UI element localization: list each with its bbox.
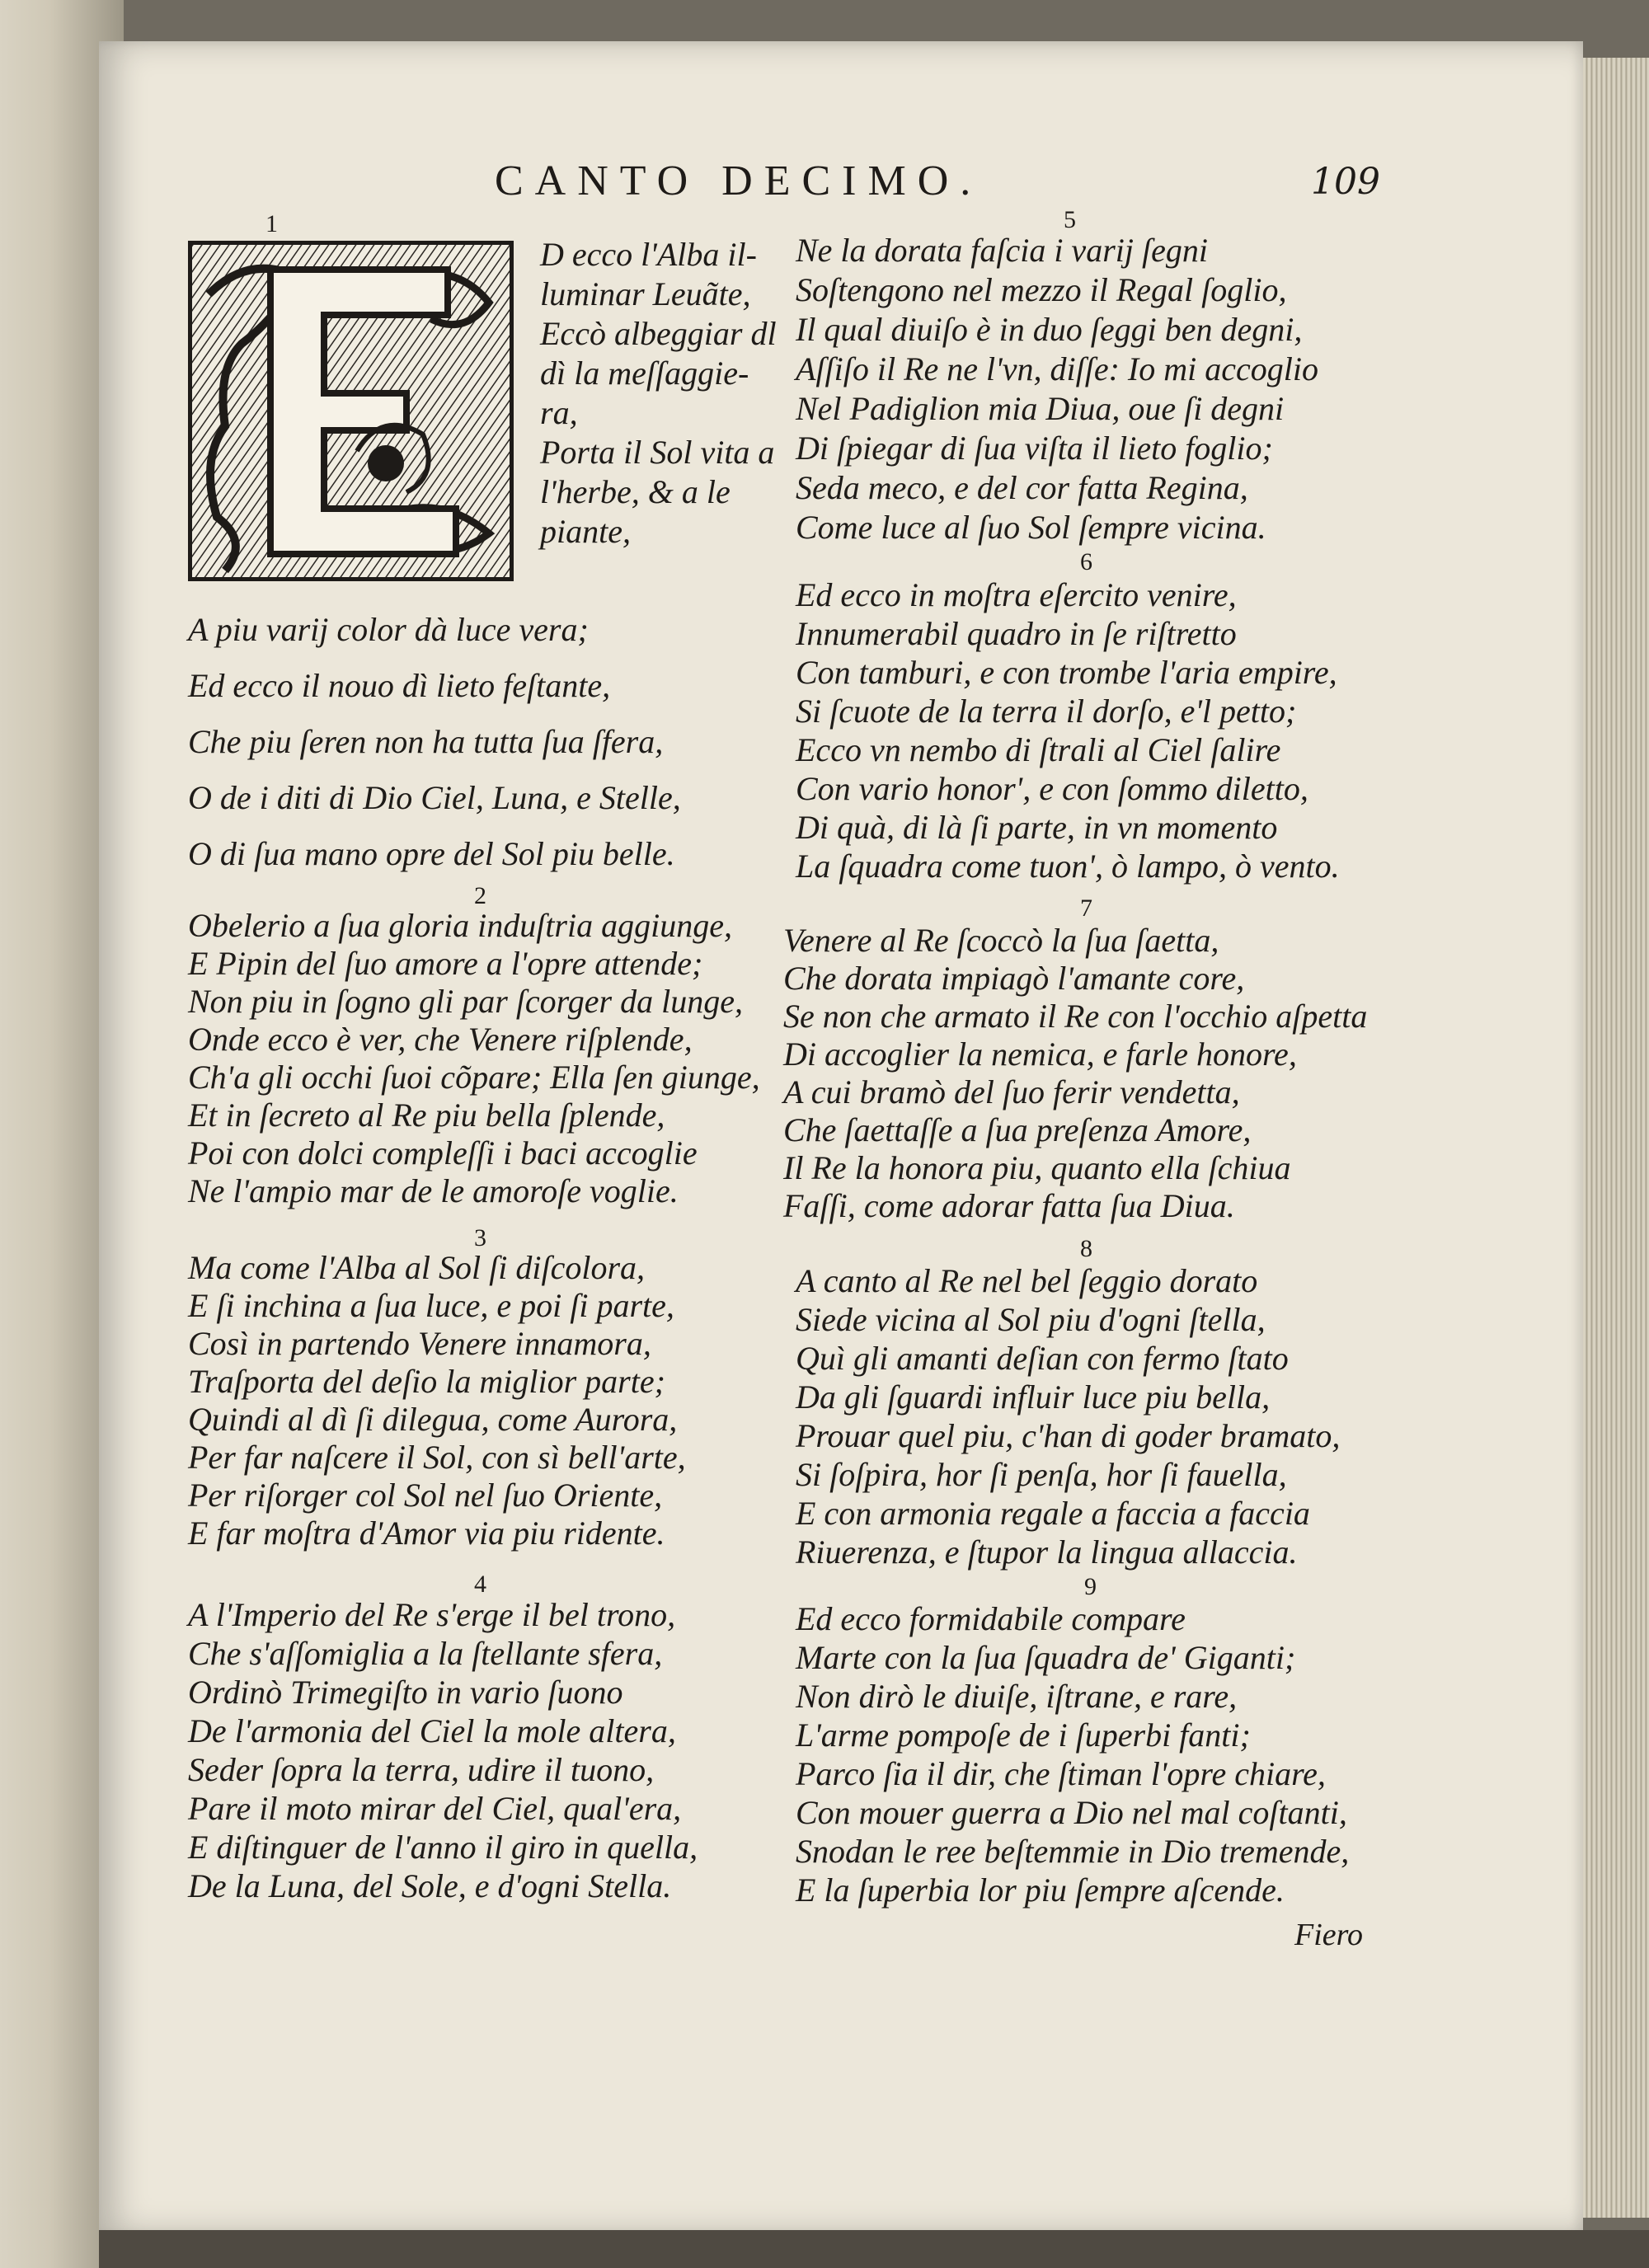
- verse-line: Nel Padiglion mia Diua, oue ſi degni: [796, 390, 1285, 427]
- verse-line: Ma come l'Alba al Sol ſi diſcolora,: [188, 1249, 646, 1286]
- page-number: 109: [1311, 161, 1380, 203]
- verse-line: E la ſuperbia lor piu ſempre aſcende.: [796, 1871, 1285, 1909]
- stanza-9-lines: [796, 1599, 1349, 1909]
- verse-line: Ch'a gli occhi ſuoi cõpare; Ella ſen giunge,: [188, 1059, 760, 1096]
- stanza-number: 8: [1080, 1235, 1092, 1262]
- stanza-number: 2: [474, 882, 486, 909]
- verse-line: Siede vicina al Sol piu d'ogni ſtella,: [796, 1301, 1266, 1338]
- page-bottom-shadow: [99, 2230, 1649, 2268]
- verse-line: Il Re la honora piu, quanto ella ſchiua: [783, 1149, 1291, 1186]
- verse-line: Traſporta del deſio la miglior parte;: [188, 1363, 665, 1400]
- verse-line: dì la meſſaggie-: [540, 355, 749, 392]
- verse-line: Obelerio a ſua gloria induſtria aggiunge,: [188, 907, 732, 944]
- verse-line: Per riſorger col Sol nel ſuo Oriente,: [188, 1477, 663, 1514]
- stanza-1-lines: [188, 602, 681, 882]
- verse-line: Soſtengono nel mezzo il Regal ſoglio,: [796, 271, 1287, 308]
- verse-line: Faſſi, come adorar fatta ſua Diua.: [783, 1187, 1235, 1224]
- stanza-8-lines: [796, 1261, 1340, 1571]
- verse-line: La ſquadra come tuon', ò lampo, ò vento.: [796, 848, 1340, 885]
- verse-line: Poi con dolci compleſſi i baci accoglie: [188, 1134, 698, 1172]
- verse-line: Da gli ſguardi influir luce piu bella,: [796, 1378, 1271, 1416]
- verse-line: Marte con la ſua ſquadra de' Giganti;: [796, 1639, 1296, 1676]
- stanza-6-lines: [796, 575, 1340, 885]
- verse-line: Et in ſecreto al Re piu bella ſplende,: [188, 1096, 665, 1134]
- verse-line: Quindi al dì ſi dilegua, come Aurora,: [188, 1401, 678, 1438]
- verse-line: A canto al Re nel bel ſeggio dorato: [796, 1262, 1258, 1299]
- verse-line: Che ſaettaſſe a ſua preſenza Amore,: [783, 1111, 1252, 1148]
- verse-line: O de i diti di Dio Ciel, Luna, e Stelle,: [188, 779, 681, 816]
- verse-line: Ecco vn nembo di ſtrali al Ciel ſalire: [796, 731, 1281, 768]
- verse-line: Innumerabil quadro in ſe riſtretto: [796, 615, 1237, 652]
- verse-line: E ſi inchina a ſua luce, e poi ſi parte,: [188, 1287, 674, 1324]
- verse-line: A cui bramò del ſuo ferir vendetta,: [783, 1073, 1240, 1111]
- verse-line: ra,: [540, 394, 578, 431]
- verse-line: Come luce al ſuo Sol ſempre vicina.: [796, 509, 1266, 546]
- verse-line: piante,: [540, 513, 631, 550]
- stanza-number: 5: [1064, 206, 1076, 233]
- stanza-4-lines: [188, 1595, 698, 1905]
- verse-line: luminar Leuãte,: [540, 275, 751, 312]
- verse-line: Se non che armato il Re con l'occhio aſpetta: [783, 998, 1368, 1035]
- verse-line: E con armonia regale a faccia a faccia: [796, 1495, 1310, 1532]
- verse-line: L'arme pompoſe de i ſuperbi fanti;: [796, 1716, 1251, 1754]
- verse-line: Prouar quel piu, c'han di goder bramato,: [796, 1417, 1341, 1454]
- verse-line: D ecco l'Alba il-: [540, 236, 757, 273]
- verse-line: Porta il Sol vita a: [540, 434, 775, 471]
- verse-line: E far moſtra d'Amor via piu ridente.: [188, 1514, 665, 1552]
- verse-line: Il qual diuiſo è in duo ſeggi ben degni,: [796, 311, 1303, 348]
- stanza-number: 4: [474, 1571, 486, 1598]
- verse-line: Aſſiſo il Re ne l'vn, diſſe: Io mi accoglio: [796, 350, 1318, 387]
- verse-line: Di accoglier la nemica, e farle honore,: [783, 1035, 1297, 1073]
- verse-line: Seder ſopra la terra, udire il tuono,: [188, 1751, 655, 1788]
- verse-line: Snodan le ree beſtemmie in Dio tremende,: [796, 1833, 1350, 1870]
- verse-line: Venere al Re ſcoccò la ſua ſaetta,: [783, 922, 1219, 959]
- stanza-2-lines: [188, 907, 760, 1210]
- verse-line: A piu varij color dà luce vera;: [188, 611, 589, 648]
- verse-line: Ed ecco il nouo dì lieto feſtante,: [188, 667, 611, 704]
- verse-line: Con vario honor', e con ſommo diletto,: [796, 770, 1308, 807]
- stanza-1-initial-lines: [540, 235, 777, 552]
- verse-line: De la Luna, del Sole, e d'ogni Stella.: [188, 1867, 672, 1904]
- verse-line: Non dirò le diuiſe, iſtrane, e rare,: [796, 1678, 1238, 1715]
- verse-line: Ed ecco formidabile compare: [796, 1600, 1186, 1637]
- ornamental-initial-e-icon: [188, 241, 514, 581]
- verse-line: De l'armonia del Ciel la mole altera,: [188, 1712, 676, 1749]
- stanza-number: 7: [1080, 895, 1092, 922]
- verse-line: Con mouer guerra a Dio nel mal coſtanti,: [796, 1794, 1347, 1831]
- verse-line: Parco ſia il dir, che ſtiman l'opre chiare,: [796, 1755, 1326, 1792]
- stanza-3-lines: [188, 1249, 686, 1552]
- verse-line: Con tamburi, e con trombe l'aria empire,: [796, 654, 1337, 691]
- verse-line: Quì gli amanti deſian con fermo ſtato: [796, 1340, 1289, 1377]
- verse-line: Che dorata impiagò l'amante core,: [783, 960, 1245, 997]
- stanza-number: 6: [1080, 548, 1092, 575]
- stanza-number: 3: [474, 1224, 486, 1251]
- verse-line: Che piu ſeren non ha tutta ſua ſfera,: [188, 723, 664, 760]
- stanza-number: 1: [265, 210, 278, 237]
- verse-line: Ne la dorata faſcia i varij ſegni: [796, 232, 1208, 269]
- verse-line: Ed ecco in moſtra eſercito venire,: [796, 576, 1237, 613]
- verse-line: Seda meco, e del cor fatta Regina,: [796, 469, 1248, 506]
- verse-line: Non piu in ſogno gli par ſcorger da lunge,: [188, 983, 743, 1020]
- verse-line: l'herbe, & a le: [540, 473, 731, 510]
- verse-line: E diſtinguer de l'anno il giro in quella,: [188, 1829, 698, 1866]
- verse-line: Che s'aſſomiglia a la ſtellante sfera,: [188, 1635, 663, 1672]
- running-title: CANTO DECIMO.: [495, 157, 983, 204]
- verse-line: Onde ecco è ver, che Venere riſplende,: [188, 1021, 693, 1058]
- verse-line: Ne l'ampio mar de le amoroſe voglie.: [188, 1172, 679, 1209]
- verse-line: Per far naſcere il Sol, con sì bell'arte,: [188, 1439, 686, 1476]
- page-edges: [1583, 58, 1649, 2218]
- verse-line: Riuerenza, e ſtupor la lingua allaccia.: [796, 1533, 1298, 1571]
- verse-line: Di quà, di là ſi parte, in vn momento: [796, 809, 1278, 846]
- stanza-5-lines: [796, 231, 1318, 547]
- verse-line: O di ſua mano opre del Sol piu belle.: [188, 835, 675, 872]
- stanza-7-lines: [783, 922, 1367, 1225]
- verse-line: Così in partendo Venere innamora,: [188, 1325, 651, 1362]
- verse-line: Di ſpiegar di ſua viſta il lieto foglio;: [796, 430, 1273, 467]
- verse-line: E Pipin del ſuo amore a l'opre attende;: [188, 945, 703, 982]
- verse-line: Si ſcuote de la terra il dorſo, e'l petto;: [796, 693, 1297, 730]
- verse-line: Ordinò Trimegiſto in vario ſuono: [188, 1674, 623, 1711]
- verse-line: A l'Imperio del Re s'erge il bel trono,: [188, 1596, 676, 1633]
- catchword: Fiero: [1294, 1918, 1364, 1952]
- stanza-number: 9: [1084, 1573, 1097, 1600]
- verse-line: Si ſoſpira, hor ſi penſa, hor ſi fauella,: [796, 1456, 1287, 1493]
- verse-line: Pare il moto mirar del Ciel, qual'era,: [188, 1790, 682, 1827]
- verse-line: Eccò albeggiar dl: [540, 315, 777, 352]
